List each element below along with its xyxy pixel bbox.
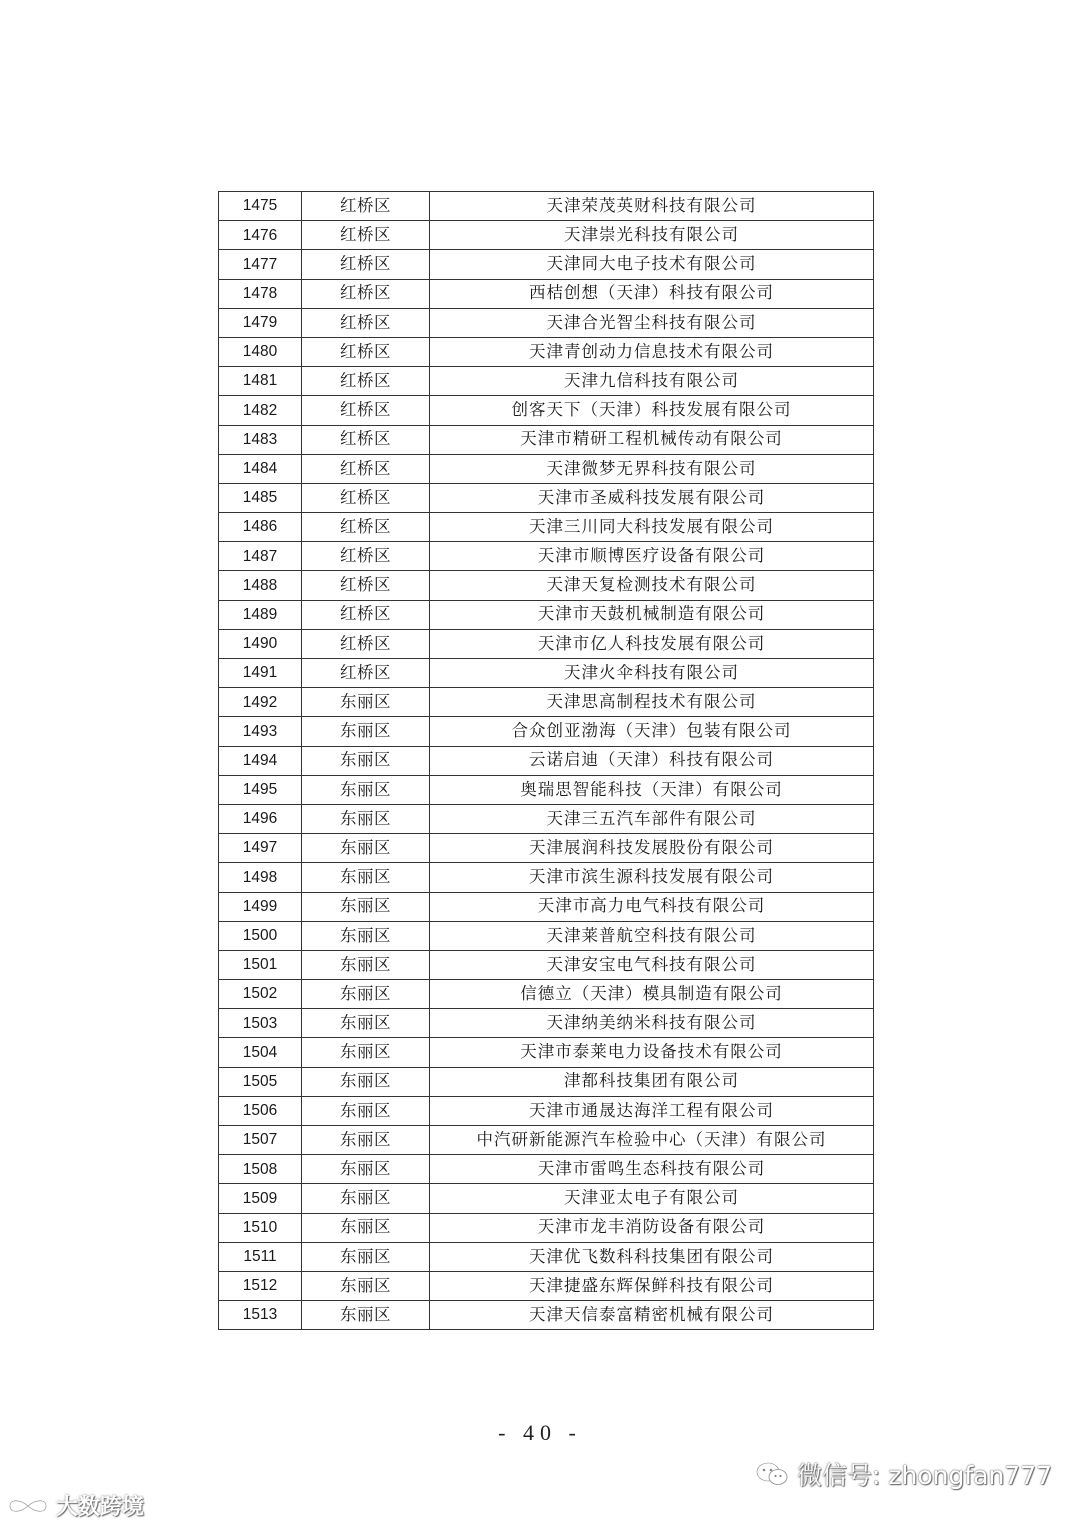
row-number: 1506 [219, 1096, 302, 1125]
table-row [219, 746, 874, 775]
district-cell: 东丽区 [302, 717, 430, 746]
row-number: 1476 [219, 221, 302, 250]
row-number: 1509 [219, 1184, 302, 1213]
company-name-cell: 天津三川同大科技发展有限公司 [430, 513, 874, 542]
district-cell: 东丽区 [302, 1271, 430, 1300]
district-cell: 东丽区 [302, 1301, 430, 1330]
row-number: 1488 [219, 571, 302, 600]
table-row [219, 513, 874, 542]
row-number: 1498 [219, 863, 302, 892]
row-number: 1507 [219, 1126, 302, 1155]
company-name-cell: 津都科技集团有限公司 [430, 1067, 874, 1096]
row-number: 1489 [219, 600, 302, 629]
company-name-cell: 云诺启迪（天津）科技有限公司 [430, 746, 874, 775]
row-number: 1503 [219, 1009, 302, 1038]
company-name-cell: 天津市天鼓机械制造有限公司 [430, 600, 874, 629]
district-cell: 东丽区 [302, 863, 430, 892]
company-name-cell: 天津捷盛东辉保鲜科技有限公司 [430, 1271, 874, 1300]
row-number: 1494 [219, 746, 302, 775]
row-number: 1500 [219, 921, 302, 950]
row-number: 1481 [219, 367, 302, 396]
district-cell: 东丽区 [302, 921, 430, 950]
company-name-cell: 天津三五汽车部件有限公司 [430, 804, 874, 833]
table-row [219, 542, 874, 571]
table-row [219, 279, 874, 308]
brand-text: 大数跨境 [56, 1495, 145, 1520]
row-number: 1484 [219, 454, 302, 483]
row-number: 1491 [219, 659, 302, 688]
company-name-cell: 信德立（天津）模具制造有限公司 [430, 980, 874, 1009]
table-row [219, 1184, 874, 1213]
row-number: 1510 [219, 1213, 302, 1242]
district-cell: 东丽区 [302, 1126, 430, 1155]
table-body [219, 192, 874, 1330]
district-cell: 红桥区 [302, 425, 430, 454]
table-row [219, 1242, 874, 1271]
company-name-cell: 天津市龙丰消防设备有限公司 [430, 1213, 874, 1242]
table-row [219, 337, 874, 366]
district-cell: 红桥区 [302, 542, 430, 571]
row-number: 1487 [219, 542, 302, 571]
district-cell: 东丽区 [302, 1242, 430, 1271]
company-name-cell: 天津展润科技发展股份有限公司 [430, 834, 874, 863]
table-row [219, 980, 874, 1009]
infinity-logo-icon [6, 1495, 50, 1517]
district-cell: 东丽区 [302, 1184, 430, 1213]
district-cell: 红桥区 [302, 367, 430, 396]
table-row [219, 192, 874, 221]
row-number: 1475 [219, 192, 302, 221]
company-name-cell: 天津天复检测技术有限公司 [430, 571, 874, 600]
company-name-cell: 天津九信科技有限公司 [430, 367, 874, 396]
district-cell: 红桥区 [302, 221, 430, 250]
table-row [219, 1271, 874, 1300]
company-name-cell: 中汽研新能源汽车检验中心（天津）有限公司 [430, 1126, 874, 1155]
table-row [219, 717, 874, 746]
row-number: 1499 [219, 892, 302, 921]
company-name-cell: 天津市精研工程机械传动有限公司 [430, 425, 874, 454]
table-row [219, 950, 874, 979]
district-cell: 红桥区 [302, 308, 430, 337]
district-cell: 红桥区 [302, 250, 430, 279]
district-cell: 红桥区 [302, 192, 430, 221]
district-cell: 红桥区 [302, 396, 430, 425]
table-row [219, 659, 874, 688]
table-row [219, 629, 874, 658]
district-cell: 红桥区 [302, 571, 430, 600]
district-cell: 东丽区 [302, 980, 430, 1009]
district-cell: 东丽区 [302, 804, 430, 833]
table-row [219, 425, 874, 454]
row-number: 1485 [219, 483, 302, 512]
row-number: 1508 [219, 1155, 302, 1184]
district-cell: 红桥区 [302, 629, 430, 658]
company-name-cell: 天津火伞科技有限公司 [430, 659, 874, 688]
district-cell: 红桥区 [302, 337, 430, 366]
row-number: 1486 [219, 513, 302, 542]
row-number: 1490 [219, 629, 302, 658]
company-name-cell: 天津青创动力信息技术有限公司 [430, 337, 874, 366]
table-row [219, 921, 874, 950]
company-name-cell: 天津微梦无界科技有限公司 [430, 454, 874, 483]
table-row [219, 1213, 874, 1242]
table-row [219, 454, 874, 483]
row-number: 1478 [219, 279, 302, 308]
row-number: 1511 [219, 1242, 302, 1271]
district-cell: 东丽区 [302, 746, 430, 775]
company-name-cell: 天津市雷鸣生态科技有限公司 [430, 1155, 874, 1184]
table-row [219, 483, 874, 512]
row-number: 1501 [219, 950, 302, 979]
row-number: 1513 [219, 1301, 302, 1330]
table-row [219, 1009, 874, 1038]
district-cell: 东丽区 [302, 1096, 430, 1125]
district-cell: 红桥区 [302, 279, 430, 308]
row-number: 1477 [219, 250, 302, 279]
table-row [219, 1038, 874, 1067]
district-cell: 东丽区 [302, 688, 430, 717]
district-cell: 红桥区 [302, 659, 430, 688]
district-cell: 东丽区 [302, 1213, 430, 1242]
wechat-id-text: 微信号: zhongfan777 [797, 1461, 1053, 1490]
row-number: 1492 [219, 688, 302, 717]
company-name-cell: 天津市亿人科技发展有限公司 [430, 629, 874, 658]
page-number: - 40 - [498, 1420, 582, 1445]
row-number: 1480 [219, 337, 302, 366]
row-number: 1496 [219, 804, 302, 833]
table-row [219, 1096, 874, 1125]
table-row [219, 775, 874, 804]
row-number: 1479 [219, 308, 302, 337]
company-list-table [218, 191, 874, 1330]
table-row [219, 892, 874, 921]
company-name-cell: 天津亚太电子有限公司 [430, 1184, 874, 1213]
wechat-watermark [755, 1456, 1052, 1492]
row-number: 1512 [219, 1271, 302, 1300]
table-row [219, 600, 874, 629]
table-row [219, 396, 874, 425]
company-name-cell: 天津天信泰富精密机械有限公司 [430, 1301, 874, 1330]
row-number: 1502 [219, 980, 302, 1009]
company-name-cell: 天津优飞数科科技集团有限公司 [430, 1242, 874, 1271]
company-name-cell: 创客天下（天津）科技发展有限公司 [430, 396, 874, 425]
company-name-cell: 天津思高制程技术有限公司 [430, 688, 874, 717]
table-row [219, 571, 874, 600]
company-name-cell: 天津市顺博医疗设备有限公司 [430, 542, 874, 571]
district-cell: 东丽区 [302, 1155, 430, 1184]
table-row [219, 804, 874, 833]
row-number: 1483 [219, 425, 302, 454]
district-cell: 红桥区 [302, 483, 430, 512]
company-name-cell: 天津荣茂英财科技有限公司 [430, 192, 874, 221]
table-row [219, 367, 874, 396]
company-name-cell: 天津市圣威科技发展有限公司 [430, 483, 874, 512]
company-name-cell: 天津市泰莱电力设备技术有限公司 [430, 1038, 874, 1067]
district-cell: 红桥区 [302, 513, 430, 542]
company-name-cell: 天津安宝电气科技有限公司 [430, 950, 874, 979]
row-number: 1505 [219, 1067, 302, 1096]
district-cell: 红桥区 [302, 454, 430, 483]
district-cell: 东丽区 [302, 1038, 430, 1067]
company-name-cell: 天津市滨生源科技发展有限公司 [430, 863, 874, 892]
table-row [219, 1126, 874, 1155]
district-cell: 东丽区 [302, 950, 430, 979]
company-name-cell: 天津市高力电气科技有限公司 [430, 892, 874, 921]
row-number: 1482 [219, 396, 302, 425]
table-row [219, 1155, 874, 1184]
wechat-icon [755, 1461, 789, 1487]
company-name-cell: 合众创亚渤海（天津）包装有限公司 [430, 717, 874, 746]
row-number: 1493 [219, 717, 302, 746]
district-cell: 红桥区 [302, 600, 430, 629]
table-row [219, 863, 874, 892]
district-cell: 东丽区 [302, 1009, 430, 1038]
company-name-cell: 天津同大电子技术有限公司 [430, 250, 874, 279]
district-cell: 东丽区 [302, 775, 430, 804]
table-row [219, 1067, 874, 1096]
company-name-cell: 天津合光智尘科技有限公司 [430, 308, 874, 337]
row-number: 1497 [219, 834, 302, 863]
table-row [219, 834, 874, 863]
company-name-cell: 天津纳美纳米科技有限公司 [430, 1009, 874, 1038]
row-number: 1495 [219, 775, 302, 804]
company-name-cell: 天津崇光科技有限公司 [430, 221, 874, 250]
district-cell: 东丽区 [302, 834, 430, 863]
company-name-cell: 天津市通晟达海洋工程有限公司 [430, 1096, 874, 1125]
district-cell: 东丽区 [302, 1067, 430, 1096]
company-name-cell: 西桔创想（天津）科技有限公司 [430, 279, 874, 308]
company-name-cell: 奥瑞思智能科技（天津）有限公司 [430, 775, 874, 804]
row-number: 1504 [219, 1038, 302, 1067]
table-row [219, 688, 874, 717]
table-row [219, 1301, 874, 1330]
district-cell: 东丽区 [302, 892, 430, 921]
table-row [219, 308, 874, 337]
table-row [219, 221, 874, 250]
company-name-cell: 天津莱普航空科技有限公司 [430, 921, 874, 950]
brand-watermark [6, 1490, 144, 1521]
table-row [219, 250, 874, 279]
